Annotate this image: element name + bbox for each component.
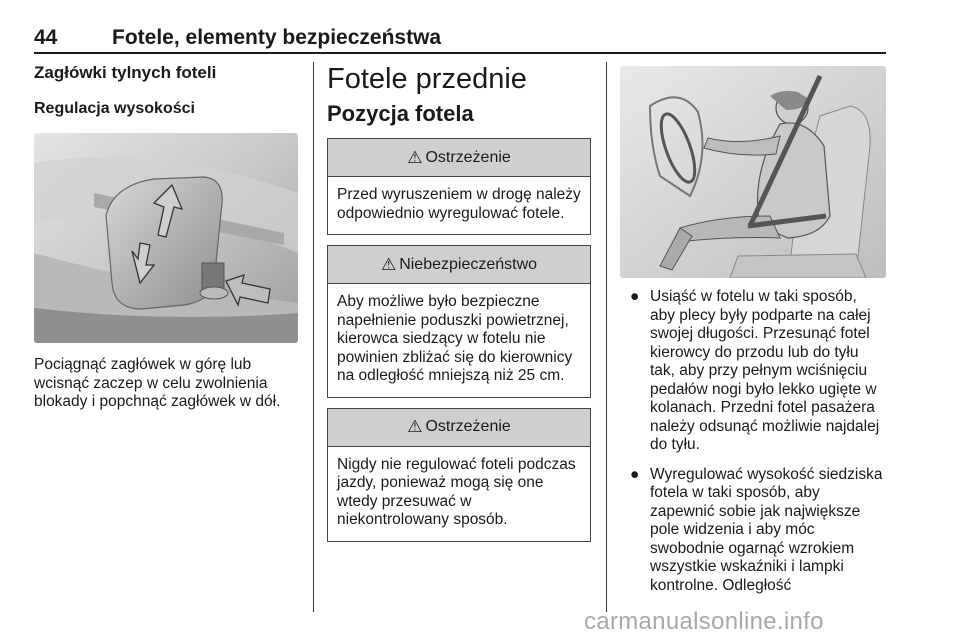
left-column xyxy=(34,62,298,412)
bullet-icon: ● xyxy=(630,465,640,483)
section-title-front-seats: Fotele przednie xyxy=(327,63,527,95)
warning-triangle-icon: ⚠ xyxy=(407,417,423,436)
bullet-icon: ● xyxy=(630,288,640,305)
header-rule xyxy=(34,52,886,54)
watermark: carmanualsonline.info xyxy=(584,608,824,635)
column-divider-right xyxy=(606,62,607,612)
subsection-title-seat-position: Pozycja fotela xyxy=(327,101,474,126)
danger-box-title: Niebezpieczeństwo xyxy=(399,255,538,273)
middle-column xyxy=(327,62,591,542)
warning-box-header xyxy=(328,139,590,177)
headrest-adjustment-illustration xyxy=(34,133,298,343)
warning-box-no-adjust-while-driving xyxy=(327,408,591,542)
warning-box-adjust-before-driving xyxy=(327,138,591,235)
danger-box-airbag-distance xyxy=(327,245,591,398)
warning-triangle-icon: ⚠ xyxy=(380,254,397,274)
warning-box-text: Przed wyruszeniem w drogę należy odpowiednio wyregulować fotele. xyxy=(337,186,581,222)
bullet-text: Wyregulować wysokość siedziska fotela w taki sposób, aby zapewnić sobie jak największe pole widzenia i aby móc swobodnie ogarnąć wzrokiem wszystkie wskaźniki i lampki kontrolne. Odległość xyxy=(650,465,883,594)
column-divider-left xyxy=(313,62,314,612)
danger-box-header xyxy=(328,246,590,284)
warning-box-header xyxy=(328,409,590,447)
bullet-text: Usiąść w fotelu w taki sposób, aby plecy były podparte na całej swojej długości. Przesunąć fotel kierowcy do przodu lub do tyłu tak, aby przy pełnym wciśnięciu pedałów nogi było lekko ugięte w kolanach. Przedni fotel pasażera należy odsunąć możliwie najdalej do tyłu. xyxy=(650,288,880,453)
warning-box-title: Ostrzeżenie xyxy=(425,148,511,166)
page-number: 44 xyxy=(34,26,58,49)
subsection-title-height-adjust: Regulacja wysokości xyxy=(34,100,195,117)
list-item xyxy=(620,288,886,455)
warning-box-text: Nigdy nie regulować foteli podczas jazdy, ponieważ mogą się one wtedy przesuwać w niekontrolowany sposób. xyxy=(337,455,576,528)
section-title-rear-headrests: Zagłówki tylnych foteli xyxy=(34,63,217,82)
driver-seating-position-illustration xyxy=(620,66,886,278)
right-column xyxy=(620,62,886,606)
running-title: Fotele, elementy bezpieczeństwa xyxy=(112,26,442,49)
list-item xyxy=(620,466,886,596)
warning-triangle-icon: ⚠ xyxy=(407,147,423,167)
warning-box-title: Ostrzeżenie xyxy=(425,418,511,435)
seat-position-bullet-list xyxy=(620,288,886,595)
headrest-instructions: Pociągnąć zagłówek w górę lub wcisnąć zaczep w celu zwolnienia blokady i popchnąć zagłówek w dół. xyxy=(34,356,281,410)
danger-box-text: Aby możliwe było bezpieczne napełnienie poduszki powietrznej, kierowca siedzący w fotelu nie powinien zbliżać się do kierownicy na odległość mniejszą niż 25 cm. xyxy=(337,293,573,384)
